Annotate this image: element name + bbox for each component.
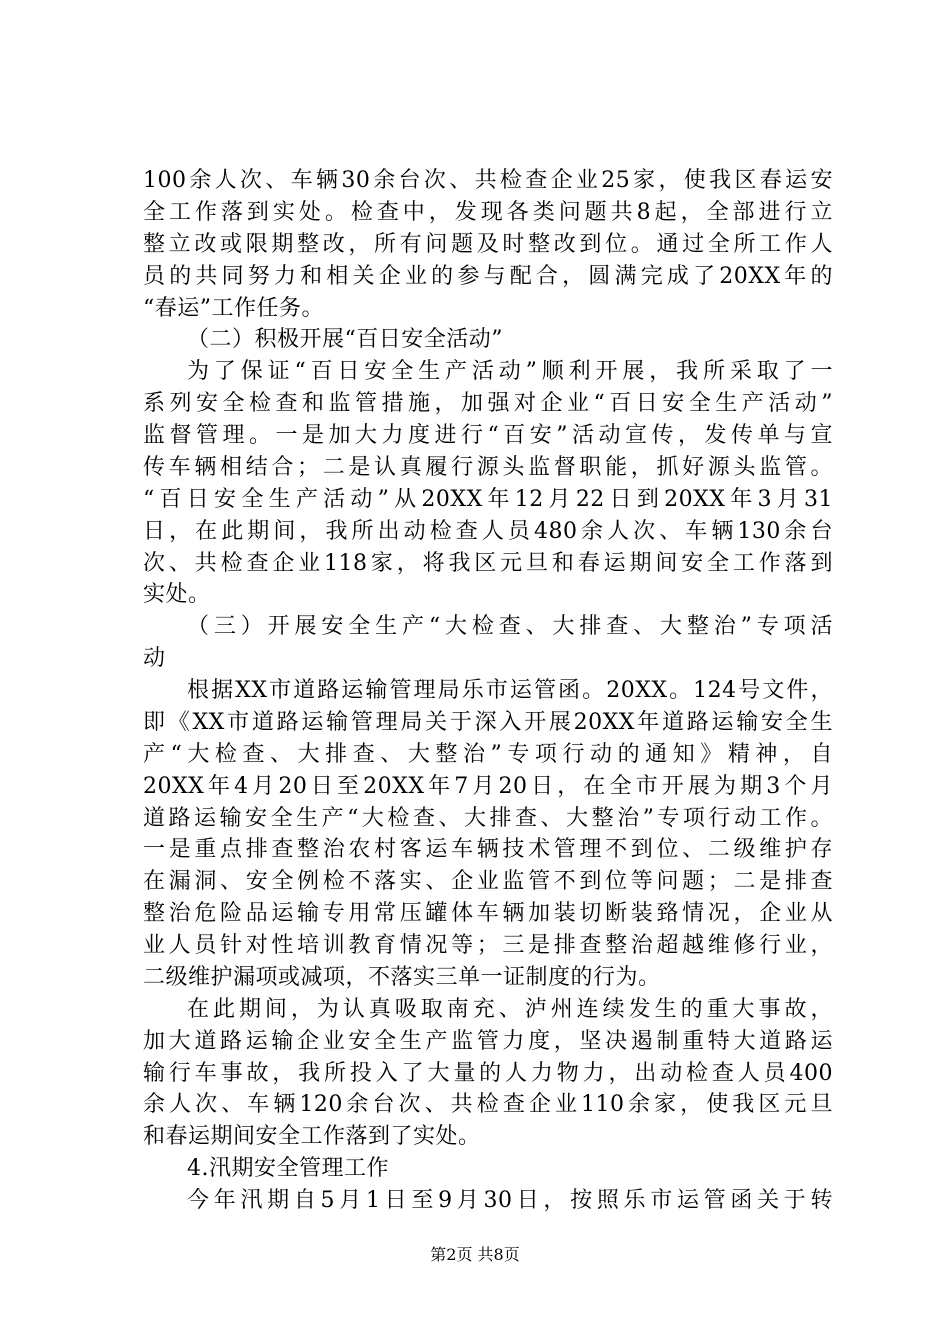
body-text-line: “百日安全生产活动”从20XX年12月22日到20XX年3月31 [143,486,833,512]
body-text-line: 业人员针对性培训教育情况等；三是排查整治超越维修行业， [143,933,833,958]
body-text-line: 道路运输安全生产“大检查、大排查、大整治”专项行动工作。 [143,805,833,831]
body-text-line: “春运”工作任务。 [143,295,324,321]
body-text-line: 系列安全检查和监管措施，加强对企业“百日安全生产活动” [143,391,833,417]
section-heading: 4.汛期安全管理工作 [187,1156,389,1182]
body-text-line: 余人次、车辆120余台次、共检查企业110余家，使我区元旦 [143,1092,833,1118]
body-text-line: 产“大检查、大排查、大整治”专项行动的通知》精神，自 [143,741,833,767]
body-text-line: 在此期间，为认真吸取南充、泸州连续发生的重大事故， [187,996,833,1022]
body-text-line: 今年汛期自5月1日至9月30日，按照乐市运管函关于转 [187,1188,833,1213]
body-text-line: 即《XX市道路运输管理局关于深入开展20XX年道路运输安全生 [143,709,833,735]
body-text-line: 加大道路运输企业安全生产监管力度，坚决遏制重特大道路运 [143,1028,833,1054]
body-text-line: 全工作落到实处。检查中，发现各类问题共8起，全部进行立 [143,199,833,225]
body-text-line: 输行车事故，我所投入了大量的人力物力，出动检查人员400 [143,1060,833,1086]
body-text-line: 二级维护漏项或减项，不落实三单一证制度的行为。 [143,964,661,990]
section-heading: （三）开展安全生产“大检查、大排查、大整治”专项活 [187,614,833,640]
page-footer: 第2页 共8页 [430,1245,520,1264]
body-text-line: 一是重点排查整治农村客运车辆技术管理不到位、二级维护存 [143,837,833,863]
body-text-line: 根据XX市道路运输管理局乐市运管函。20XX。124号文件， [187,678,833,703]
body-text-line: 整立改或限期整改，所有问题及时整改到位。通过全所工作人 [143,231,833,257]
body-text-line: 员的共同努力和相关企业的参与配合，圆满完成了20XX年的 [143,263,833,289]
body-text-line: 20XX年4月20日至20XX年7月20日，在全市开展为期3个月 [143,773,833,799]
body-text-line: 和春运期间安全工作落到了实处。 [143,1124,481,1150]
body-text-line: 次、共检查企业118家，将我区元旦和春运期间安全工作落到 [143,550,833,576]
body-text-line: 整治危险品运输专用常压罐体车辆加装切断装臵情况，企业从 [143,901,833,927]
body-text-line: 为了保证“百日安全生产活动”顺利开展，我所采取了一 [187,359,833,385]
section-heading: （二）积极开展“百日安全活动” [187,327,503,353]
body-text-line: 在漏洞、安全例检不落实、企业监管不到位等问题；二是排查 [143,869,833,895]
body-text-line: 100余人次、车辆30余台次、共检查企业25家，使我区春运安 [143,168,833,193]
body-text-line: 实处。 [143,582,211,608]
section-heading: 动 [143,646,166,672]
body-text-line: 日，在此期间，我所出动检查人员480余人次、车辆130余台 [143,518,833,544]
body-text-line: 传车辆相结合；二是认真履行源头监督职能，抓好源头监管。 [143,454,833,480]
body-text-line: 监督管理。一是加大力度进行“百安”活动宣传，发传单与宣 [143,423,833,448]
